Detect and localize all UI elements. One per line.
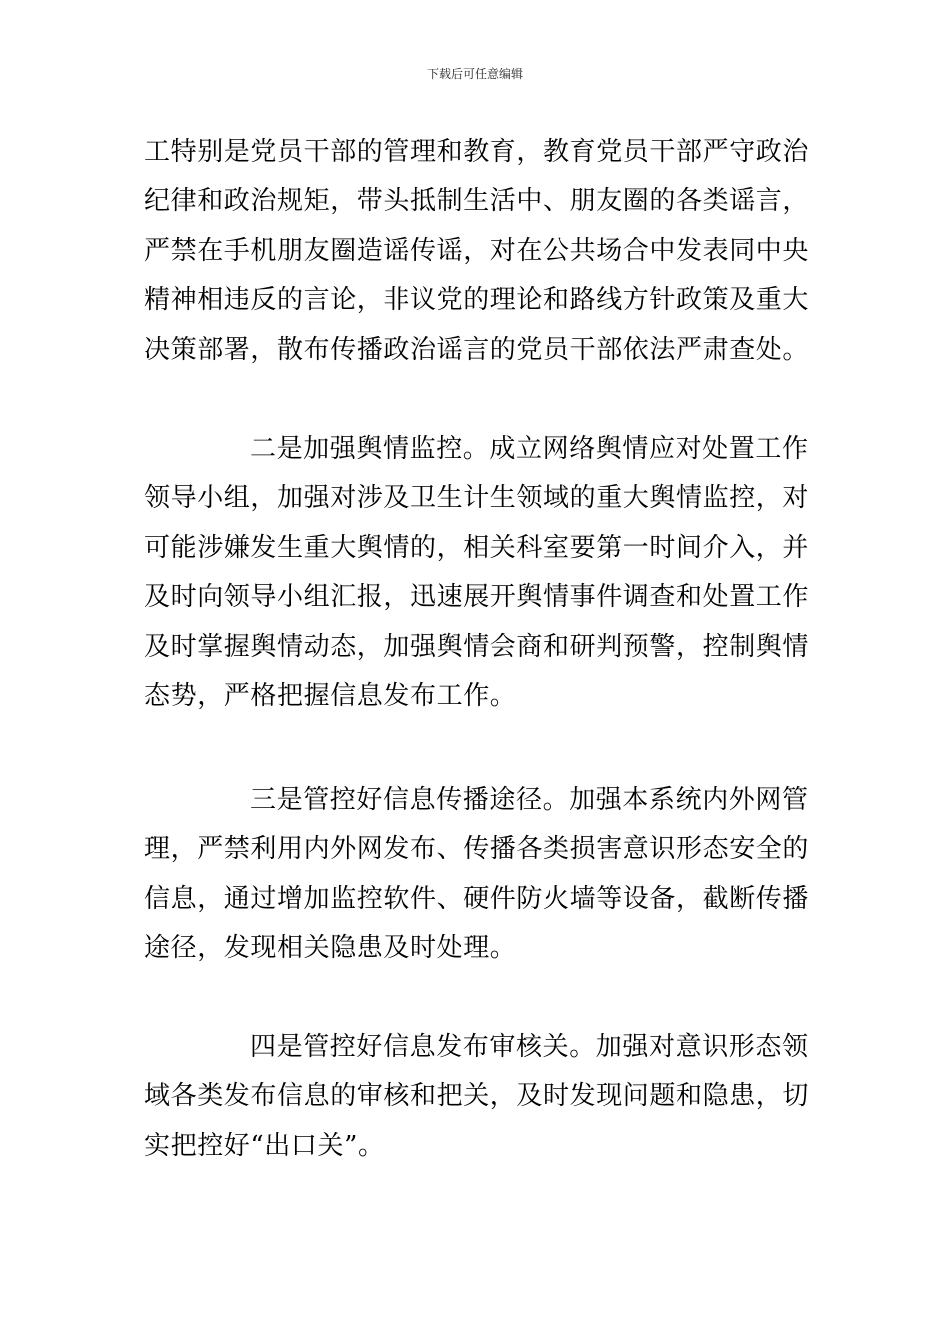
paragraph-line: 决策部署，散布传播政治谣言的党员干部依法严肃查处。 <box>144 334 810 365</box>
paragraph-line: 二是加强舆情监控。成立网络舆情应对处置工作 <box>250 434 809 464</box>
paragraph-line: 及时掌握舆情动态，加强舆情会商和研判预警，控制舆情 <box>144 631 810 662</box>
paragraph-4 <box>144 1023 809 1171</box>
paragraph-line: 及时向领导小组汇报，迅速展开舆情事件调查和处置工作 <box>144 582 810 613</box>
paragraph-1 <box>144 128 809 375</box>
paragraph-line: 精神相违反的言论，非议党的理论和路线方针政策及重大 <box>144 285 810 316</box>
paragraph-line: 工特别是党员干部的管理和教育，教育党员干部严守政治 <box>144 137 810 167</box>
paragraph-line: 三是管控好信息传播途径。加强本系统内外网管 <box>250 785 809 815</box>
paragraph-line: 途径，发现相关隐患及时处理。 <box>144 933 517 964</box>
paragraph-line: 可能涉嫌发生重大舆情的，相关科室要第一时间介入，并 <box>144 532 810 563</box>
paragraph-3 <box>144 776 809 974</box>
paragraph-line: 四是管控好信息发布审核关。加强对意识形态领 <box>250 1032 809 1062</box>
paragraph-line: 信息，通过增加监控软件、硬件防火墙等设备，截断传播 <box>144 883 810 914</box>
paragraph-line: 实把控好“出口关”。 <box>144 1130 385 1161</box>
paragraph-line: 态势，严格把握信息发布工作。 <box>144 681 517 712</box>
paragraph-line: 理，严禁利用内外网发布、传播各类损害意识形态安全的 <box>144 834 810 865</box>
header-note: 下载后可任意编辑 <box>426 67 523 81</box>
paragraph-line: 域各类发布信息的审核和把关，及时发现问题和隐患，切 <box>144 1081 810 1112</box>
paragraph-line: 纪律和政治规矩，带头抵制生活中、朋友圈的各类谣言， <box>144 186 810 217</box>
paragraph-line: 领导小组，加强对涉及卫生计生领域的重大舆情监控，对 <box>144 483 810 514</box>
paragraph-2 <box>144 425 809 721</box>
paragraph-line: 严禁在手机朋友圈造谣传谣，对在公共场合中发表同中央 <box>144 235 810 266</box>
